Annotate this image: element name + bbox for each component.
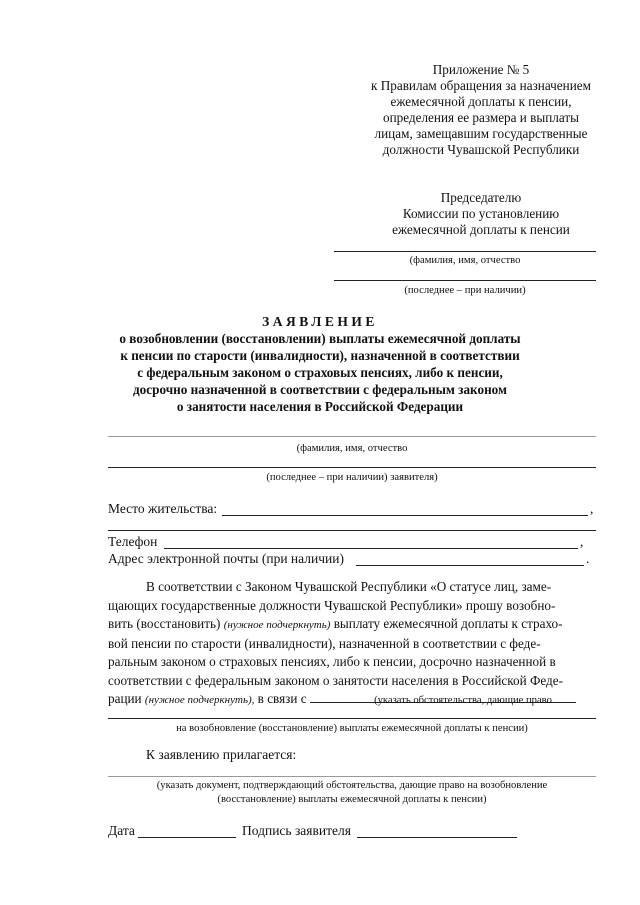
- body-line: В соответствии с Законом Чувашской Республики «О статусе лиц, заме-: [146, 579, 552, 594]
- phone-label: Телефон: [108, 534, 158, 549]
- title-line: о возобновлении (восстановлении) выплаты ежемесячной доплаты: [119, 331, 521, 346]
- appendix-line: ежемесячной доплаты к пенсии,: [390, 94, 572, 109]
- appendix-block: [330, 62, 632, 158]
- residence-label: Место жительства:: [108, 501, 218, 516]
- addressee-line: Председателю: [440, 190, 522, 205]
- title-subtitle: [90, 330, 550, 415]
- residence-field[interactable]: [222, 515, 588, 516]
- addressee-name-field-2[interactable]: [334, 280, 596, 281]
- title-line: с федеральным законом о страховых пенсиях, либо к пенсии,: [137, 365, 503, 380]
- reason-caption: на возобновление (восстановление) выплаты ежемесячной доплаты к пенсии): [176, 723, 528, 734]
- addressee-block: [330, 190, 632, 238]
- attachments-field[interactable]: [108, 776, 596, 777]
- addressee-caption: (фамилия, имя, отчество: [409, 255, 521, 266]
- title-line: досрочно назначенной в соответствии с федеральным законом: [133, 382, 507, 397]
- residence-field-2[interactable]: [108, 530, 596, 531]
- phone-field[interactable]: [164, 548, 578, 549]
- reason-caption: (указать обстоятельства, дающие право: [374, 695, 552, 706]
- email-label: Адрес электронной почты (при наличии): [108, 551, 344, 566]
- applicant-caption: (фамилия, имя, отчество: [296, 443, 408, 454]
- attachments-caption: (восстановление) выплаты ежемесячной доплаты к пенсии): [217, 794, 487, 805]
- title-heading: ЗАЯВЛЕНИЕ: [262, 314, 378, 329]
- addressee-line: Комиссии по установлению: [402, 206, 560, 221]
- body-line: соответствии с федеральным законом о занятости населения в Российской Феде-: [108, 672, 564, 688]
- applicant-name-field-2[interactable]: [108, 467, 596, 468]
- email-period: .: [586, 551, 590, 566]
- body-line: щающих государственные должности Чувашской Республики» прошу возобно-: [108, 597, 556, 613]
- email-field[interactable]: [356, 565, 584, 566]
- title-line: к пенсии по старости (инвалидности), назначенной в соответствии: [120, 348, 520, 363]
- appendix-line: определения ее размера и выплаты: [382, 110, 580, 125]
- attachments-label: К заявлению прилагается:: [146, 747, 297, 762]
- addressee-name-field[interactable]: [334, 251, 596, 252]
- signature-field[interactable]: [357, 837, 517, 838]
- signature-label: Подпись заявителя: [242, 823, 351, 838]
- attachments-caption: (указать документ, подтверждающий обстоятельства, дающие право на возобновление: [156, 780, 548, 791]
- applicant-name-field[interactable]: [108, 436, 596, 437]
- body-line: вой пенсии по старости (инвалидности), назначенной в соответствии с феде-: [108, 635, 541, 651]
- reason-field-2[interactable]: [108, 718, 596, 719]
- body-line: рации (нужное подчеркнуть), в связи с: [108, 690, 596, 710]
- body-paragraph: [108, 578, 596, 710]
- document-title: [0, 313, 640, 331]
- title-line: о занятости населения в Российской Федерации: [176, 399, 464, 414]
- date-field[interactable]: [138, 837, 236, 838]
- appendix-line: лицам, замещавшим государственные: [374, 126, 588, 141]
- addressee-line: ежемесячной доплаты к пенсии: [392, 222, 570, 237]
- phone-comma: ,: [580, 534, 584, 549]
- appendix-line: должности Чувашской Республики: [382, 142, 580, 157]
- body-line: вить (восстановить) (нужное подчеркнуть) выплату ежемесячной доплаты к страхо-: [108, 616, 563, 631]
- date-label: Дата: [108, 823, 135, 838]
- appendix-number: Приложение № 5: [432, 62, 530, 77]
- body-line: ральным законом о страховых пенсиях, либо к пенсии, досрочно назначенной в: [108, 654, 556, 669]
- appendix-line: к Правилам обращения за назначением: [371, 78, 591, 93]
- addressee-caption: (последнее – при наличии): [404, 285, 526, 296]
- residence-comma: ,: [590, 501, 594, 516]
- applicant-caption: (последнее – при наличии) заявителя): [266, 472, 438, 483]
